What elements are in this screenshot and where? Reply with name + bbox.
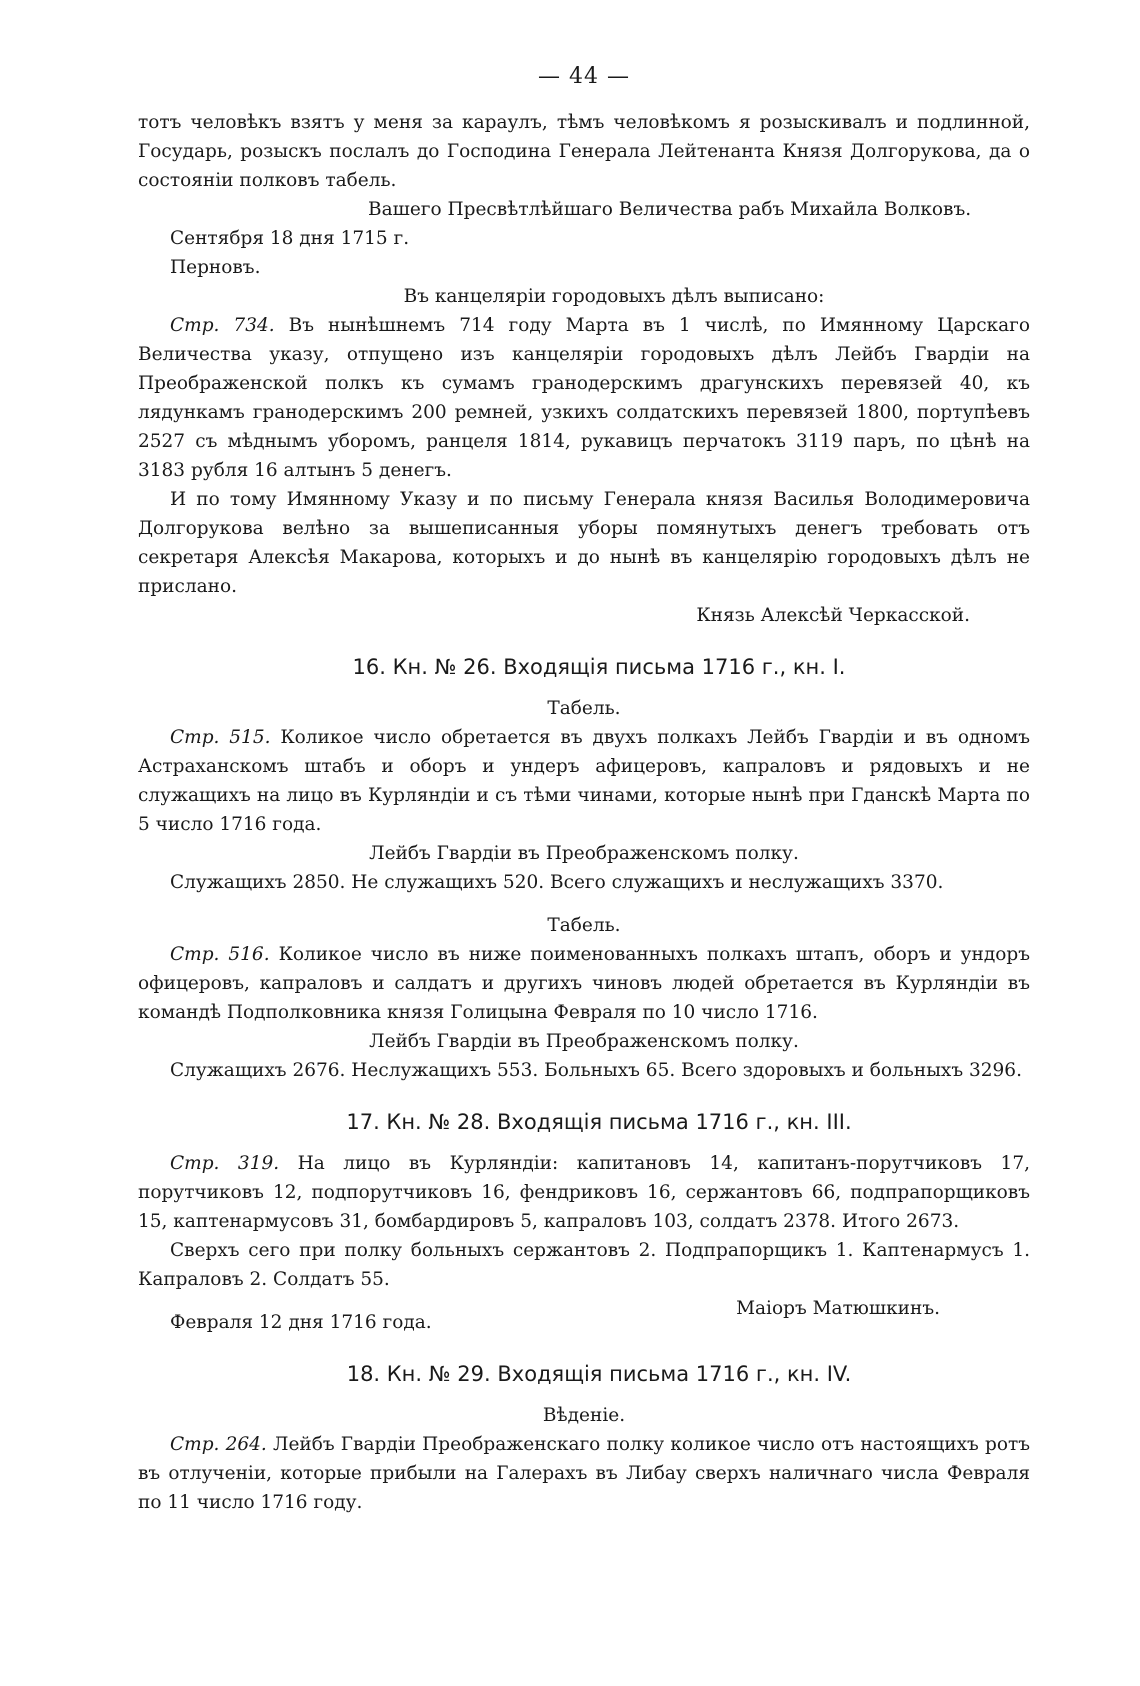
page-reference: Стр. 734. bbox=[170, 315, 275, 336]
vedenie-text: Лейбъ Гвардіи Преображенскаго полку коликое число отъ настоящихъ ротъ въ отлученіи, которые прибыли на Галерахъ въ Либау сверхъ наличнаго числа Февраля по 11 число 1716 году. bbox=[138, 1434, 1030, 1513]
vedenie-paragraph bbox=[138, 1430, 1030, 1517]
tabel-paragraph bbox=[138, 723, 1030, 839]
cherkassky-signature: Князь Алексѣй Черкасской. bbox=[696, 605, 970, 626]
roster-text: На лицо въ Курляндіи: капитановъ 14, капитанъ-порутчиковъ 17, порутчиковъ 12, подпорутчиковъ 16, фендриковъ 16, сержантовъ 66, подпрапорщиковъ 15, каптенармусовъ 31, бомбардировъ 5, капраловъ 103, солдатъ 2378. Итого 2673. bbox=[138, 1153, 1030, 1232]
vedenie-title: Вѣденіе. bbox=[542, 1405, 626, 1426]
regiment-title: Лейбъ Гвардіи въ Преображенскомъ полку. bbox=[369, 843, 799, 864]
roster-paragraph bbox=[138, 1149, 1030, 1236]
section-18-heading: 18. Кн. № 29. Входящія письма 1716 г., кн. IV. bbox=[346, 1362, 852, 1386]
page-reference: Стр. 516. bbox=[170, 944, 270, 965]
letter-paragraph: тотъ человѣкъ взятъ у меня за караулъ, тѣмъ человѣкомъ я розыскивалъ и подлинной, Государь, розыскъ послалъ до Господина Генерала Лейтенанта Князя Долгорукова, да о состояніи полковъ табель. bbox=[138, 112, 1030, 191]
tabel-text: Коликое число въ ниже поименованныхъ полкахъ штапъ, оборъ и ундоръ офицеровъ, капраловъ и салдатъ и другихъ чиновъ людей обретается въ Курляндіи въ командѣ Подполковника князя Голицына Февраля по 10 число 1716. bbox=[138, 944, 1030, 1023]
chancery-note: Въ канцеляріи городовыхъ дѣлъ выписано: bbox=[403, 286, 825, 307]
sick-paragraph: Сверхъ сего при полку больныхъ сержантовъ 2. Подпрапорщикъ 1. Каптенармусъ 1. Капраловъ 2. Солдатъ 55. bbox=[138, 1240, 1030, 1290]
roster-date: Февраля 12 дня 1716 года. bbox=[170, 1312, 432, 1333]
signature-row bbox=[138, 1294, 1030, 1337]
page-number: — 44 — bbox=[538, 64, 630, 89]
page-reference: Стр. 319. bbox=[170, 1153, 280, 1174]
tabel-text: Коликое число обретается въ двухъ полкахъ Лейбъ Гвардіи и въ одномъ Астраханскомъ штабъ и оборъ и ундеръ афицеровъ, капраловъ и рядовыхъ и не служащихъ на лицо въ Курляндіи и съ тѣми чинами, которые нынѣ при Гданскѣ Марта по 5 число 1716 года. bbox=[138, 727, 1030, 835]
letter-place: Перновъ. bbox=[170, 257, 261, 278]
tabel-title: Табель. bbox=[547, 698, 621, 719]
page-reference: Стр. 264. bbox=[170, 1434, 267, 1455]
chancery-paragraph bbox=[138, 311, 1030, 485]
matyushkin-signature: Маіоръ Матюшкинъ. bbox=[736, 1298, 940, 1319]
decree-paragraph: И по тому Имянному Указу и по письму Генерала князя Василья Володимеровича Долгорукова велѣно за вышеписанныя уборы помянутыхъ денегъ требовать отъ секретаря Алексѣя Макарова, которыхъ и до нынѣ въ канцелярію городовыхъ дѣлъ не прислано. bbox=[138, 489, 1030, 597]
tabel-paragraph bbox=[138, 940, 1030, 1027]
regiment-counts: Служащихъ 2850. Не служащихъ 520. Всего служащихъ и неслужащихъ 3370. bbox=[170, 872, 944, 893]
section-16-heading: 16. Кн. № 26. Входящія письма 1716 г., кн. I. bbox=[352, 655, 846, 679]
chancery-text: Въ нынѣшнемъ 714 году Марта въ 1 числѣ, по Имянному Царскаго Величества указу, отпущено изъ канцеляріи городовыхъ дѣлъ Лейбъ Гвардіи на Преображенской полкъ къ сумамъ гранодерскимъ драгунскихъ перевязей 40, къ лядункамъ гранодерскимъ 200 ремней, узкихъ солдатскихъ перевязей 1800, портупѣевъ 2527 съ мѣднымъ уборомъ, ранцеля 1814, рукавицъ перчатокъ 3119 паръ, по цѣнѣ на 3183 рубля 16 алтынъ 5 денегъ. bbox=[138, 315, 1030, 481]
letter-signature: Вашего Пресвѣтлѣйшаго Величества рабъ Михайла Волковъ. bbox=[368, 199, 972, 220]
regiment-title: Лейбъ Гвардіи въ Преображенскомъ полку. bbox=[369, 1031, 799, 1052]
tabel-title: Табель. bbox=[547, 915, 621, 936]
spacer bbox=[138, 897, 1030, 911]
regiment-counts: Служащихъ 2676. Неслужащихъ 553. Больныхъ 65. Всего здоровыхъ и больныхъ 3296. bbox=[170, 1060, 1022, 1081]
section-17-heading: 17. Кн. № 28. Входящія письма 1716 г., кн. III. bbox=[346, 1110, 852, 1134]
page-reference: Стр. 515. bbox=[170, 727, 271, 748]
letter-date: Сентября 18 дня 1715 г. bbox=[170, 228, 410, 249]
